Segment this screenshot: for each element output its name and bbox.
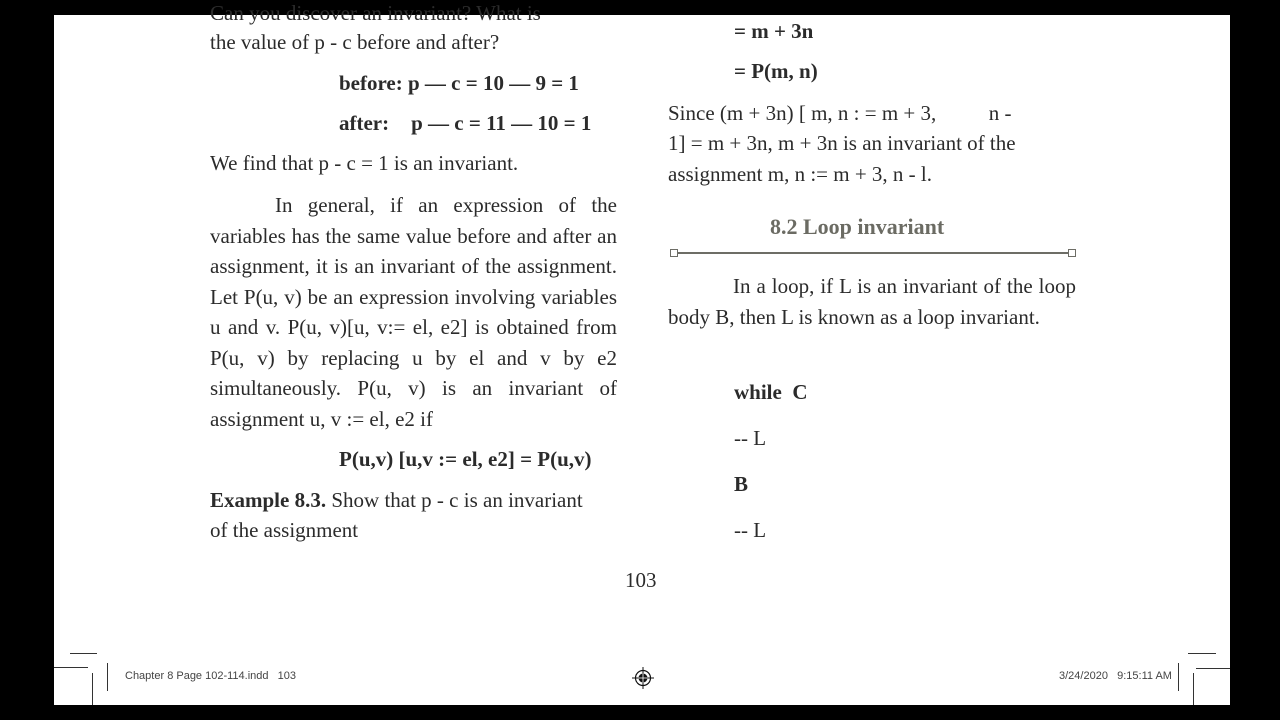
example-text: Show that p - c is an invariant	[326, 488, 583, 512]
cut-off-line: Can you discover an invariant? What is	[210, 1, 541, 25]
slug-filename: Chapter 8 Page 102-114.indd 103	[125, 670, 297, 682]
conclusion-text: We find that p - c = 1 is an invariant.	[210, 151, 519, 175]
slug-timestamp: 3/24/2020 9:15:11 AM	[1059, 670, 1172, 682]
heading-rule	[674, 252, 1072, 254]
example-line-2: of the assignment	[210, 518, 359, 542]
example-label: Example 8.3.	[210, 488, 327, 512]
body-text-line: the value of p - c before and after?	[210, 30, 500, 54]
crop-mark	[92, 673, 93, 705]
crop-mark	[1188, 653, 1216, 654]
document-page	[54, 1, 1230, 705]
since-line-3: assignment m, n := m + 3, n - l.	[668, 162, 933, 186]
after-expression: p — c = 11 — 10 = 1	[411, 111, 592, 135]
since-line-1: Since (m + 3n) [ m, n : = m + 3, n -	[668, 101, 1012, 125]
crop-mark	[1193, 673, 1194, 705]
registration-target-icon	[632, 667, 654, 689]
page-number: 103	[625, 568, 657, 592]
equation-after	[339, 108, 591, 138]
rule-end-left	[670, 249, 678, 257]
loop-paragraph: In a loop, if L is an invariant of the loop body B, then L is known as a loop invariant.	[668, 274, 1076, 329]
crop-mark	[107, 663, 108, 691]
example-line	[210, 485, 583, 515]
crop-mark	[70, 653, 97, 654]
code-invariant-1: -- L	[734, 426, 767, 450]
crop-mark	[1178, 663, 1179, 691]
section-heading: 8.2 Loop invariant	[770, 214, 945, 239]
since-line-2: 1] = m + 3n, m + 3n is an invariant of the	[668, 131, 1016, 155]
crop-mark	[54, 667, 88, 668]
rule-end-right	[1068, 249, 1076, 257]
invariant-formula: P(u,v) [u,v := el, e2] = P(u,v)	[339, 447, 592, 471]
crop-mark	[1196, 668, 1230, 669]
equation-before: before: p — c = 10 — 9 = 1	[339, 71, 579, 95]
code-while: while C	[734, 380, 808, 404]
paragraph-general: In general, if an expression of the variables has the same value before and after an assignment, it is an invariant of the assignment. Let P(u, v) be an expression involving variables u and v. P(u, v)[u, v:= el, e2] is obtained from P(u, v) by replacing u by el and v by e2 simultaneously. P(u, v) is an invariant of assignment u, v := el, e2 if	[210, 193, 617, 431]
code-body: B	[734, 472, 749, 496]
code-invariant-2: -- L	[734, 518, 767, 542]
equation-p-m-n: = P(m, n)	[734, 59, 818, 83]
equation-m-plus-3n: = m + 3n	[734, 19, 814, 43]
after-label: after:	[339, 111, 390, 135]
